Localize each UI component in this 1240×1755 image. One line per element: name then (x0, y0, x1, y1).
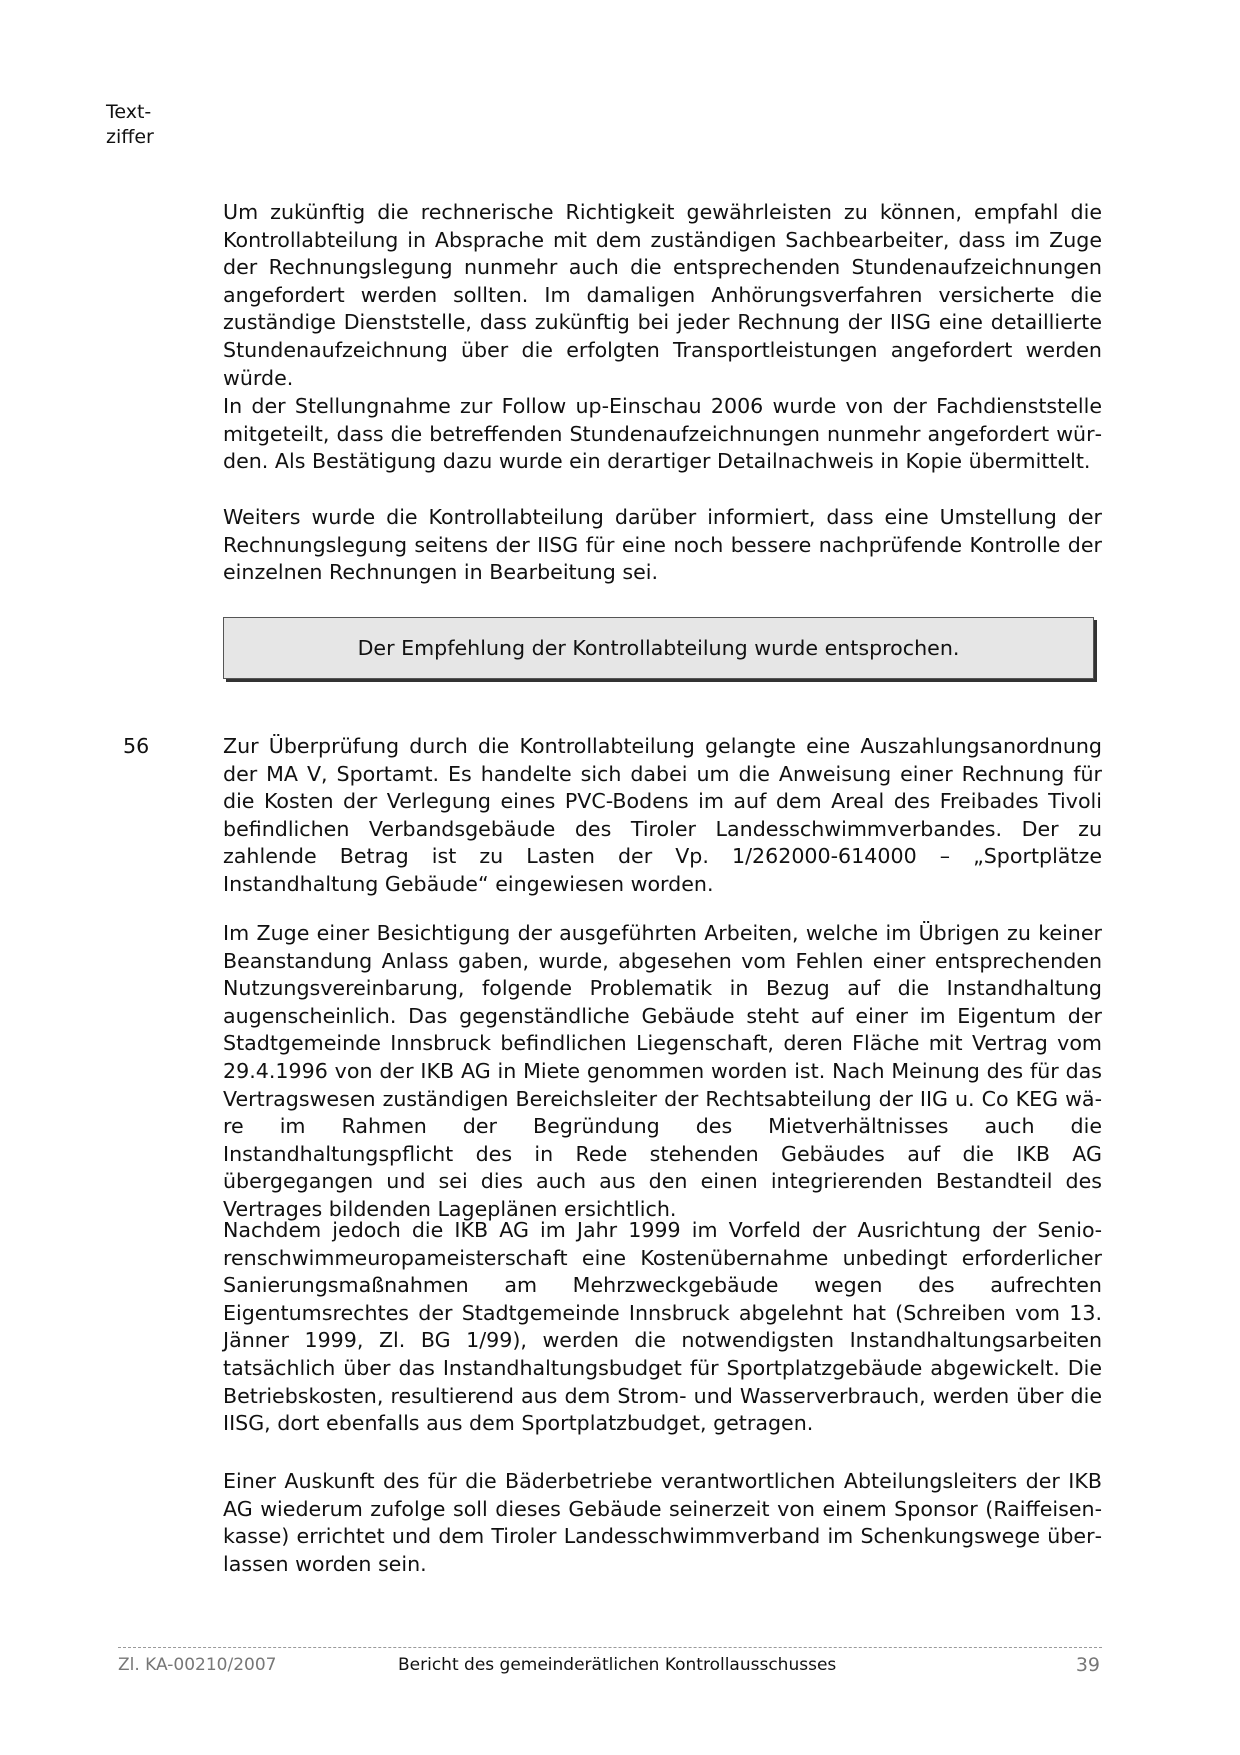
footer-title: Bericht des gemeinderätlichen Kontrollausschusses (398, 1655, 837, 1675)
paragraph (223, 393, 1102, 476)
paragraph-text: Um zukünftig die rechnerische Richtigkeit gewährleisten zu können, empfahl die Kontrollabteilung in Absprache mit dem zuständigen Sachbearbeiter, dass im Zuge der Rechnungslegung nunmehr auch die entsprechenden Stundenaufzeichnungen angefordert werden sollten. Im damaligen Anhörungsverfahren versicherte die zuständige Dienststelle, dass zukünftig bei jeder Rechnung der IISG eine detaillierte Stundenaufzeichnung über die erfolgten Transportleistungen angefordert werden würde. (223, 200, 1102, 390)
footer-divider (118, 1647, 1102, 1648)
section-number: 56 (123, 734, 150, 758)
paragraph-text: Zur Überprüfung durch die Kontrollabteilung gelangte eine Auszahlungsanordnung der MA V, Sportamt. Es handelte sich dabei um die Anweisung einer Rechnung für die Kosten der Verlegung eines PVC-Bodens im auf dem Areal des Freibades Tivoli befindlichen Verbandsgebäude des Tiroler Landesschwimmverbandes. Der zu zahlende Betrag ist zu Lasten der Vp. 1/262000-614000 – „Sportplätze Instandhaltung Gebäude“ eingewiesen worden. (223, 734, 1102, 896)
paragraph (223, 504, 1102, 587)
paragraph-text: Nachdem jedoch die IKB AG im Jahr 1999 im Vorfeld der Ausrichtung der Seniorenschwimmeuropameisterschaft eine Kostenübernahme unbedingt erforderlicher Sanierungsmaßnahmen am Mehrzweckgebäude wegen des aufrechten Eigentumsrechtes der Stadtgemeinde Innsbruck abgelehnt hat (Schreiben vom 13. Jänner 1999, Zl. BG 1/99), werden die notwendigsten Instandhaltungsarbeiten tatsächlich über das Instandhaltungsbudget für Sportplatzgebäude abgewickelt. Die Betriebskosten, resultierend aus dem Strom- und Wasserverbrauch, werden über die IISG, dort ebenfalls aus dem Sportplatzbudget, getragen. (223, 1218, 1102, 1436)
paragraph (223, 920, 1102, 1224)
footer-reference: Zl. KA-00210/2007 (118, 1655, 277, 1675)
margin-label-textziffer: Text- ziffer (106, 101, 154, 148)
paragraph-text: Einer Auskunft des für die Bäderbetriebe verantwortlichen Abteilungsleiters der IKB AG wiederum zufolge soll dieses Gebäude seinerzeit von einem Sponsor (Raiffeisenkasse) errichtet und dem Tiroler Landesschwimmverband im Schenkungswege überlassen worden sein. (223, 1469, 1102, 1576)
paragraph (223, 199, 1102, 392)
paragraph (223, 733, 1102, 899)
result-box-text: Der Empfehlung der Kontrollabteilung wurde entsprochen. (357, 636, 960, 660)
paragraph-text: In der Stellungnahme zur Follow up-Einschau 2006 wurde von der Fachdienststelle mitgeteilt, dass die betreffenden Stundenaufzeichnungen nunmehr angefordert würden. Als Bestätigung dazu wurde ein derartiger Detailnachweis in Kopie übermittelt. (223, 394, 1102, 474)
paragraph (223, 1217, 1102, 1438)
recommendation-result-box (223, 617, 1094, 679)
page-number: 39 (1075, 1654, 1100, 1676)
paragraph-text: Im Zuge einer Besichtigung der ausgeführten Arbeiten, welche im Übrigen zu keiner Beanstandung Anlass gaben, wurde, abgesehen vom Fehlen einer entsprechenden Nutzungsvereinbarung, folgende Problematik in Bezug auf die Instandhaltung augenscheinlich. Das gegenständliche Gebäude steht auf einer im Eigentum der Stadtgemeinde Innsbruck befindlichen Liegenschaft, deren Fläche mit Vertrag vom 29.4.1996 von der IKB AG in Miete genommen worden ist. Nach Meinung des für das Vertragswesen zuständigen Bereichsleiter der Rechtsabteilung der IIG u. Co KEG wäre im Rahmen der Begründung des Mietverhältnisses auch die Instandhaltungspflicht des in Rede stehenden Gebäudes auf die IKB AG übergegangen und sei dies auch aus den einen integrierenden Bestandteil des Vertrages bildenden Lageplänen ersichtlich. (223, 921, 1102, 1221)
paragraph-text: Weiters wurde die Kontrollabteilung darüber informiert, dass eine Umstellung der Rechnungslegung seitens der IISG für eine noch bessere nachprüfende Kontrolle der einzelnen Rechnungen in Bearbeitung sei. (223, 505, 1102, 585)
paragraph (223, 1468, 1102, 1578)
